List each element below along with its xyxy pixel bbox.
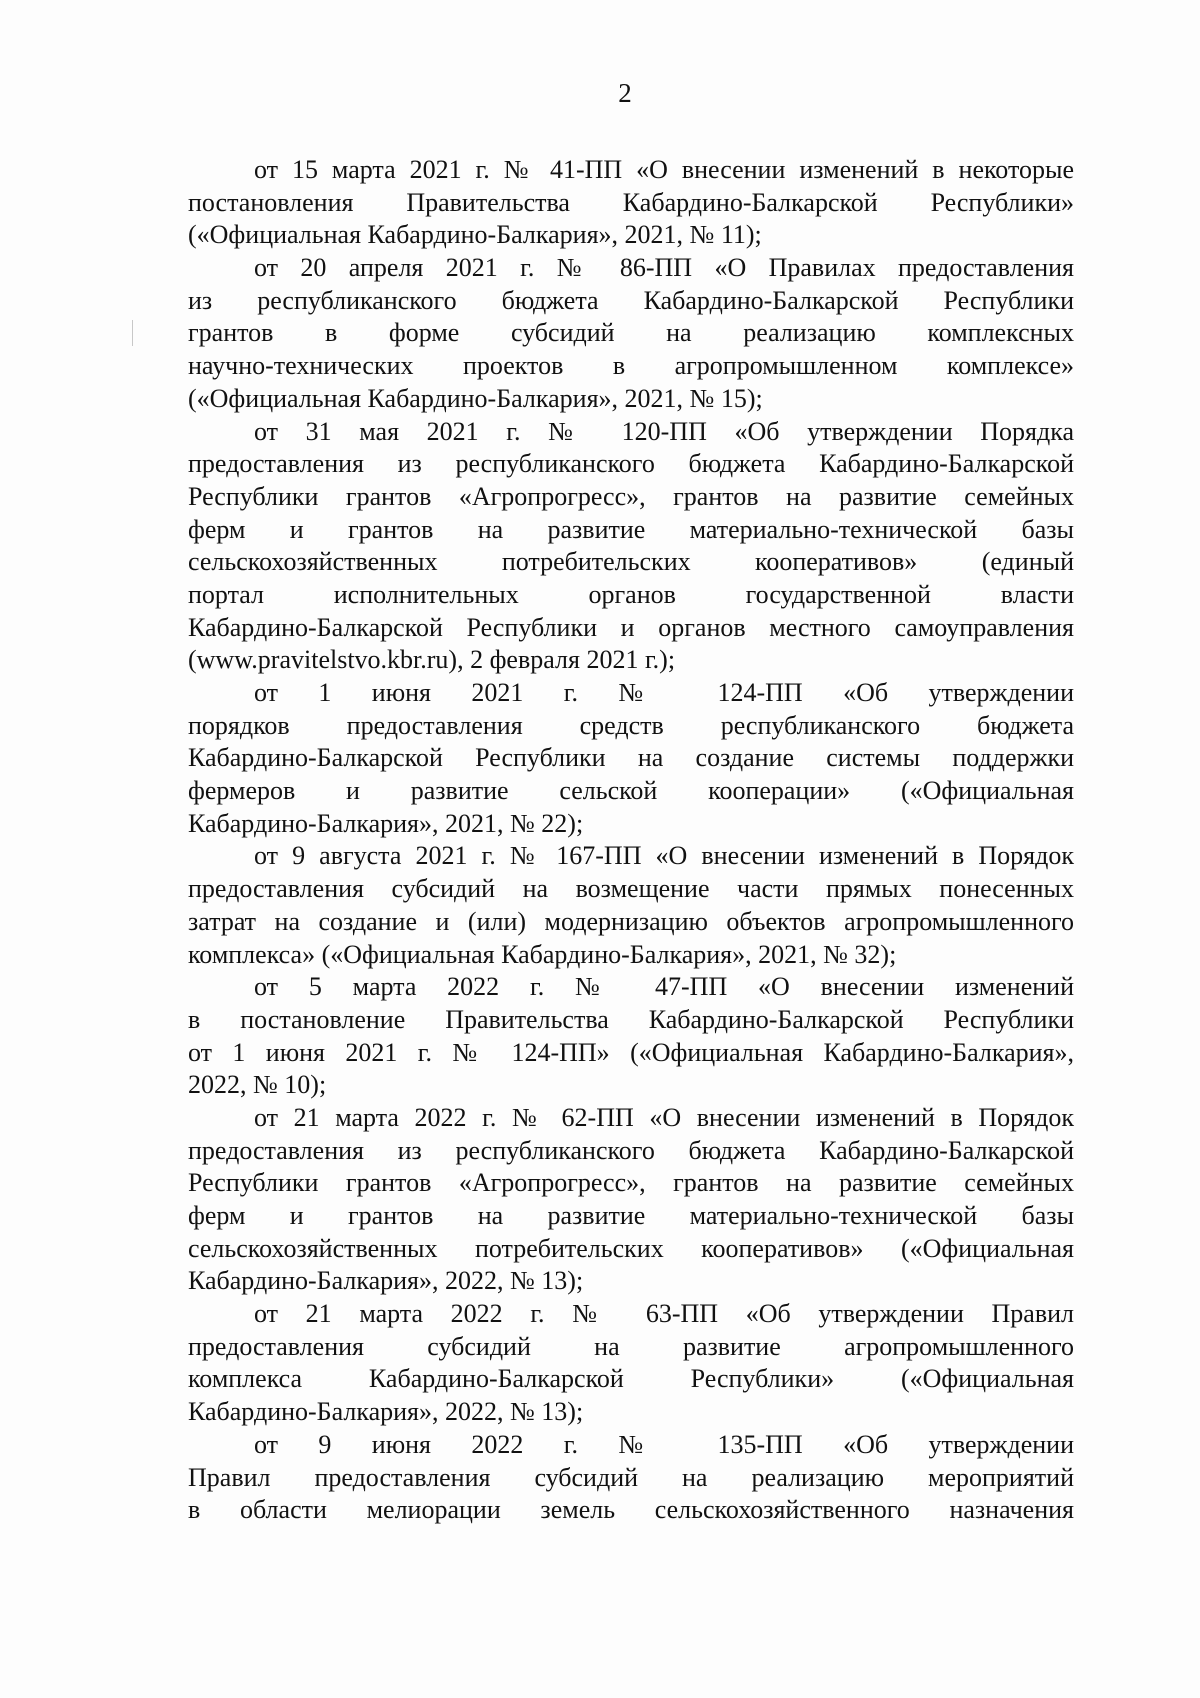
text-line: затрат на создание и (или) модернизацию объектов агропромышленного bbox=[188, 906, 1074, 936]
text-line: от 21 марта 2022 г. № 63-ПП «Об утверждении Правил bbox=[254, 1299, 1074, 1329]
text-line: ферм и грантов на развитие материально-технической базы bbox=[188, 514, 1074, 544]
text-line: предоставления из республиканского бюджета Кабардино-Балкарской bbox=[188, 1135, 1074, 1165]
text-line: предоставления субсидий на возмещение части прямых понесенных bbox=[188, 874, 1074, 904]
text-line: («Официальная Кабардино-Балкария», 2021, № 15); bbox=[188, 383, 763, 413]
text-line: от 20 апреля 2021 г. № 86-ПП «О Правилах предоставления bbox=[254, 253, 1074, 283]
text-line: Кабардино-Балкария», 2022, № 13); bbox=[188, 1266, 584, 1296]
text-line: от 9 августа 2021 г. № 167-ПП «О внесении изменений в Порядок bbox=[254, 841, 1074, 871]
text-line: (www.pravitelstvo.kbr.ru), 2 февраля 2021 г.); bbox=[188, 645, 676, 675]
text-line: комплекса Кабардино-Балкарской Республики» («Официальная bbox=[188, 1364, 1074, 1394]
scan-edge-mark bbox=[132, 320, 133, 346]
text-line: от 21 марта 2022 г. № 62-ПП «О внесении изменений в Порядок bbox=[254, 1102, 1074, 1132]
text-line: из республиканского бюджета Кабардино-Балкарской Республики bbox=[188, 285, 1074, 315]
text-line: в области мелиорации земель сельскохозяйственного назначения bbox=[188, 1495, 1074, 1525]
text-line: комплекса» («Официальная Кабардино-Балкария», 2021, № 32); bbox=[188, 939, 897, 969]
document-paragraph bbox=[188, 416, 1074, 678]
document-paragraph bbox=[188, 840, 1074, 971]
document-paragraph bbox=[188, 252, 1074, 415]
text-line: портал исполнительных органов государственной власти bbox=[188, 579, 1074, 609]
text-line: от 5 марта 2022 г. № 47-ПП «О внесении изменений bbox=[254, 972, 1074, 1002]
text-line: от 1 июня 2021 г. № 124-ПП «Об утверждении bbox=[254, 678, 1074, 707]
text-line: Кабардино-Балкарской Республики на создание системы поддержки bbox=[188, 743, 1074, 773]
text-line: ферм и грантов на развитие материально-технической базы bbox=[188, 1201, 1074, 1230]
text-line: научно-технических проектов в агропромышленном комплексе» bbox=[188, 351, 1074, 381]
text-line: Кабардино-Балкарской Республики и органов местного самоуправления bbox=[188, 612, 1074, 642]
document-paragraph bbox=[188, 154, 1074, 252]
document-paragraph bbox=[188, 1102, 1074, 1298]
text-line: от 1 июня 2021 г. № 124-ПП» («Официальная Кабардино-Балкария», bbox=[188, 1037, 1074, 1067]
text-line: от 9 июня 2022 г. № 135-ПП «Об утверждении bbox=[254, 1429, 1074, 1459]
document-paragraph bbox=[188, 677, 1074, 840]
text-line: в постановление Правительства Кабардино-Балкарской Республики bbox=[188, 1004, 1074, 1034]
text-line: сельскохозяйственных потребительских кооперативов» («Официальная bbox=[188, 1233, 1074, 1263]
document-paragraph bbox=[188, 1298, 1074, 1429]
text-line: предоставления субсидий на развитие агропромышленного bbox=[188, 1331, 1074, 1361]
text-line: Кабардино-Балкария», 2022, № 13); bbox=[188, 1397, 584, 1427]
text-line: («Официальная Кабардино-Балкария», 2021, № 11); bbox=[188, 220, 762, 250]
text-line: от 15 марта 2021 г. № 41-ПП «О внесении изменений в некоторые bbox=[254, 155, 1074, 184]
document-body bbox=[188, 154, 1074, 1527]
text-line: фермеров и развитие сельской кооперации» («Официальная bbox=[188, 776, 1074, 806]
text-line: Республики грантов «Агропрогресс», грантов на развитие семейных bbox=[188, 481, 1074, 511]
document-paragraph bbox=[188, 971, 1074, 1102]
text-line: сельскохозяйственных потребительских кооперативов» (единый bbox=[188, 547, 1074, 577]
page-number: 2 bbox=[618, 78, 632, 108]
text-line: грантов в форме субсидий на реализацию комплексных bbox=[188, 318, 1074, 348]
text-line: порядков предоставления средств республиканского бюджета bbox=[188, 710, 1074, 740]
document-paragraph bbox=[188, 1429, 1074, 1527]
text-line: от 31 мая 2021 г. № 120-ПП «Об утверждении Порядка bbox=[254, 416, 1074, 446]
text-line: предоставления из республиканского бюджета Кабардино-Балкарской bbox=[188, 449, 1074, 479]
text-line: Кабардино-Балкария», 2021, № 22); bbox=[188, 808, 584, 838]
text-line: постановления Правительства Кабардино-Балкарской Республики» bbox=[188, 187, 1074, 217]
text-line: Республики грантов «Агропрогресс», грантов на развитие семейных bbox=[188, 1168, 1074, 1198]
text-line: 2022, № 10); bbox=[188, 1070, 327, 1100]
text-line: Правил предоставления субсидий на реализацию мероприятий bbox=[188, 1462, 1074, 1492]
